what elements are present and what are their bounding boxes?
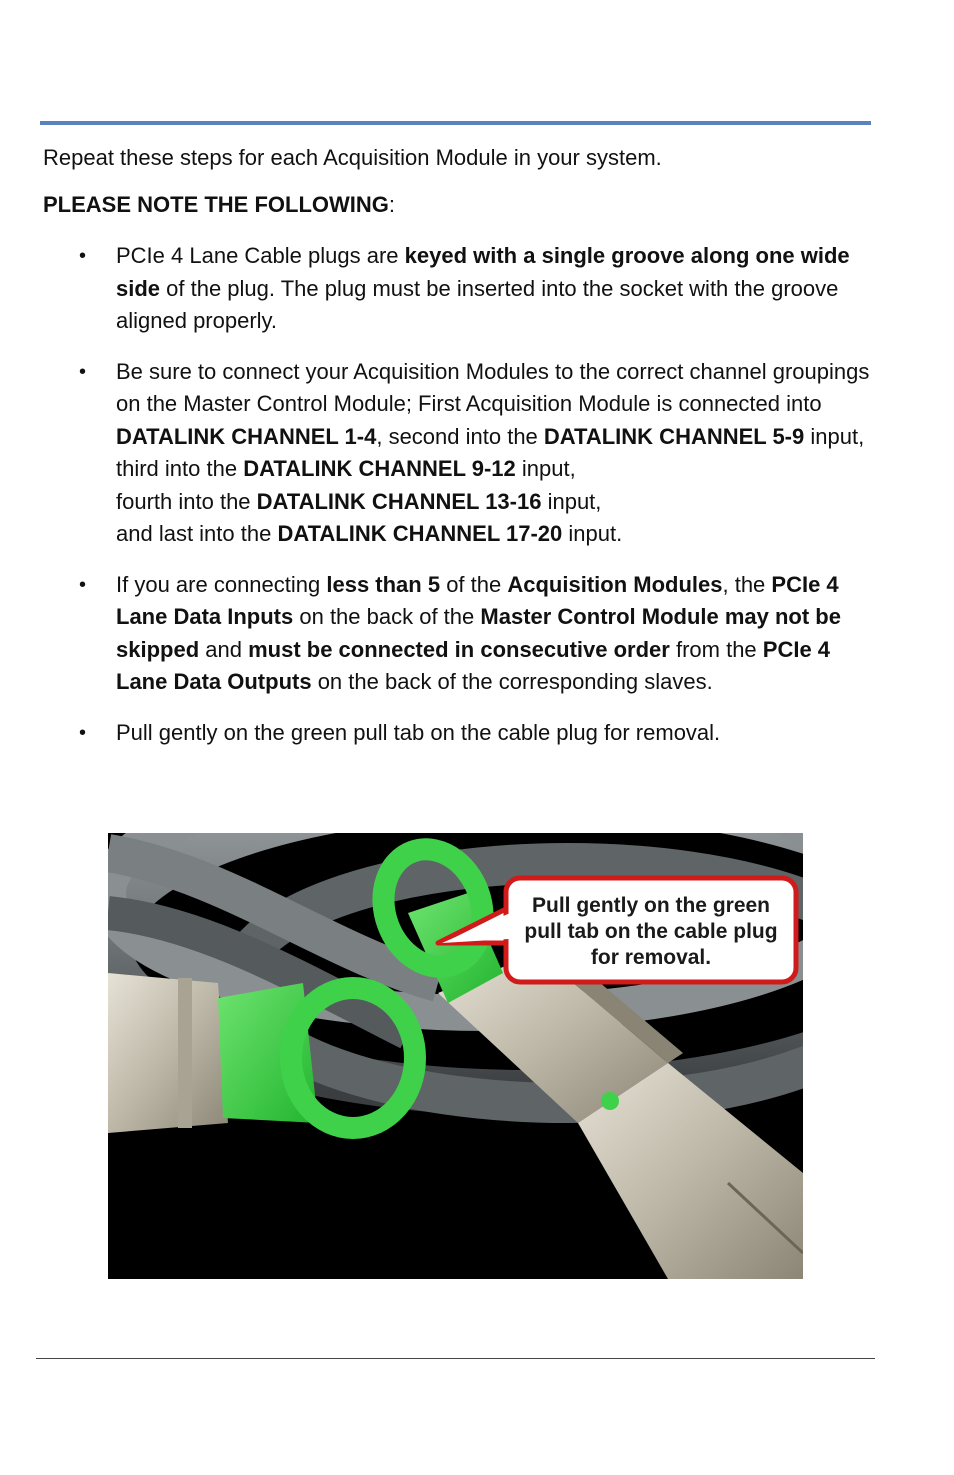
bullet-icon: • [79,245,87,267]
list-item: • Pull gently on the green pull tab on the cable plug for removal. [43,717,873,750]
bullet-icon: • [79,360,87,383]
bullet-icon: • [79,721,87,744]
intro-paragraph: Repeat these steps for each Acquisition Module in your system. [43,145,662,170]
header-rule [40,121,871,125]
callout-text: Pull gently on the green pull tab on the cable plug for removal. [524,894,778,969]
left-connector-latch [178,978,192,1128]
list-item: • If you are connecting less than 5 of the Acquisition Modules, the PCIe 4 Lane Data Inputs on the back of the Master Control Module may not be skipped and must be connected in consecutive order from the PCIe 4 Lane Data Outputs on the back of the corresponding slaves. [43,569,873,699]
note-colon: : [388,192,396,217]
tab-hole [601,1092,619,1110]
list-item: • Be sure to connect your Acquisition Modules to the correct channel groupings on the Master Control Module; First Acquisition Module is connected into DATALINK CHANNEL 1-4, second into the DATALINK CHANNEL 5-9 input, third into the DATALINK CHANNEL 9-12 input, fourth into the DATALINK CHANNEL 13-16 input, and last into the DATALINK CHANNEL 17-20 input. [43,356,873,551]
left-connector [108,973,228,1133]
list-item: • PCIe 4 Lane Cable plugs are keyed with a single groove along one wide side of the plug. The plug must be inserted into the socket with the groove aligned properly. [43,240,873,338]
notes-list [43,240,873,767]
bullet-icon: • [79,573,87,596]
note-heading [43,189,873,222]
note-heading-text: PLEASE NOTE THE FOLLOWING [43,192,389,217]
cable-plug-photo [108,833,803,1279]
footer-rule [36,1358,875,1359]
